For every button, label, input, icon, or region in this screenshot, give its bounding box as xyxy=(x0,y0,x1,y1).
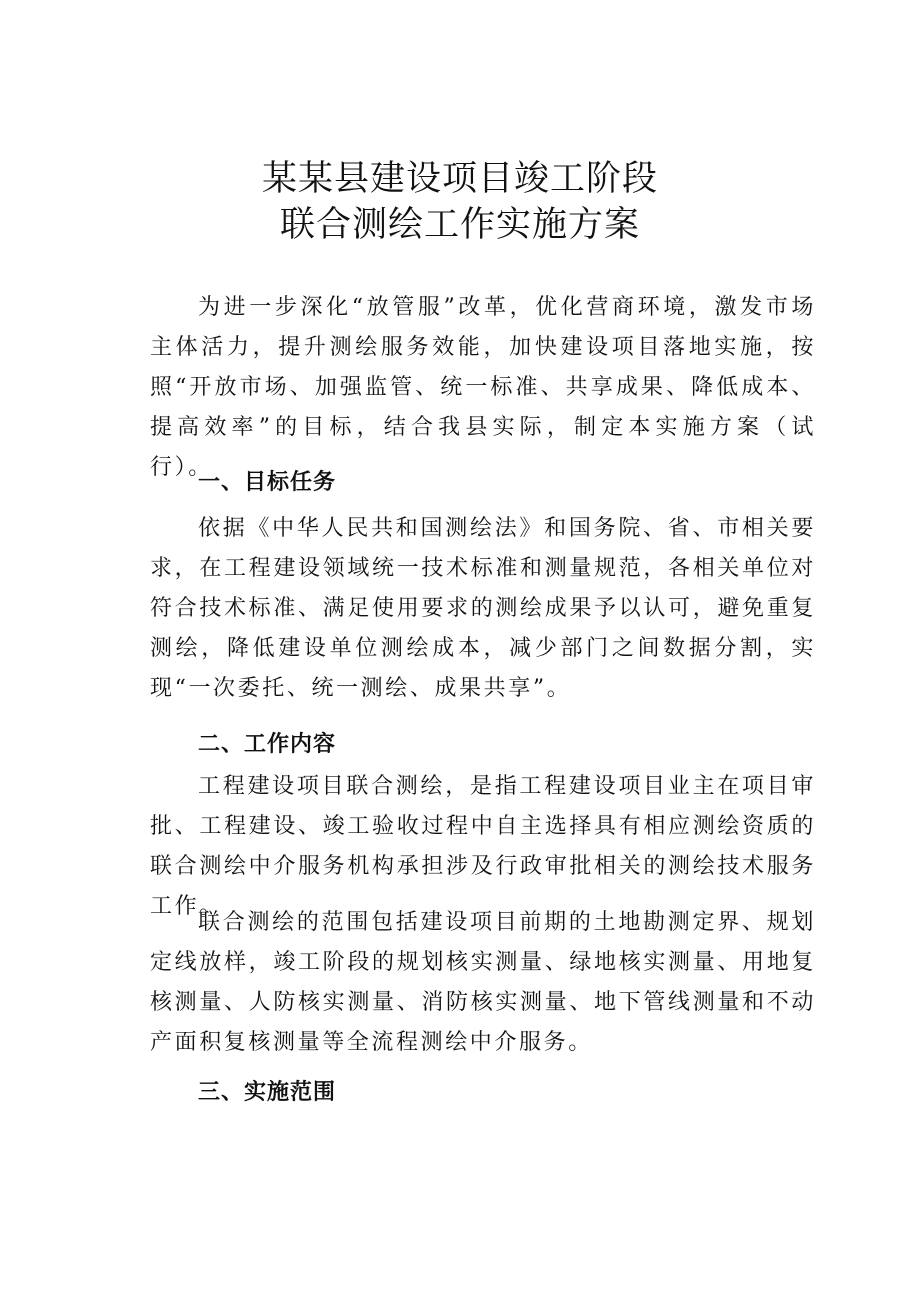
intro-paragraph: 为进一步深化“放管服”改革，优化营商环境，激发市场主体活力，提升测绘服务效能，加快建设项目落地实施，按照“开放市场、加强监管、统一标准、共享成果、降低成本、提高效率”的目标，结合我县实际，制定本实施方案（试行）。 xyxy=(150,295,816,480)
section-heading-work-content: 二、工作内容 xyxy=(198,732,337,757)
document-title-line-1: 某某县建设项目竣工阶段 xyxy=(261,159,658,199)
section-heading-scope: 三、实施范围 xyxy=(198,1080,337,1105)
work-content-paragraph-1: 工程建设项目联合测绘，是指工程建设项目业主在项目审批、工程建设、竣工验收过程中自主选择具有相应测绘资质的联合测绘中介服务机构承担涉及行政审批相关的测绘技术服务工作。 xyxy=(150,774,816,919)
section-heading-objectives: 一、目标任务 xyxy=(198,470,337,495)
document-title-line-2: 联合测绘工作实施方案 xyxy=(279,205,640,245)
work-content-paragraph-2: 联合测绘的范围包括建设项目前期的土地勘测定界、规划定线放样，竣工阶段的规划核实测量、绿地核实测量、用地复核测量、人防核实测量、消防核实测量、地下管线测量和不动产面积复核测量等全流程测绘中介服务。 xyxy=(150,910,816,1055)
objectives-paragraph: 依据《中华人民共和国测绘法》和国务院、省、市相关要求，在工程建设领域统一技术标准和测量规范，各相关单位对符合技术标准、满足使用要求的测绘成果予以认可，避免重复测绘，降低建设单位测绘成本，减少部门之间数据分割，实现“一次委托、统一测绘、成果共享”。 xyxy=(150,516,816,701)
